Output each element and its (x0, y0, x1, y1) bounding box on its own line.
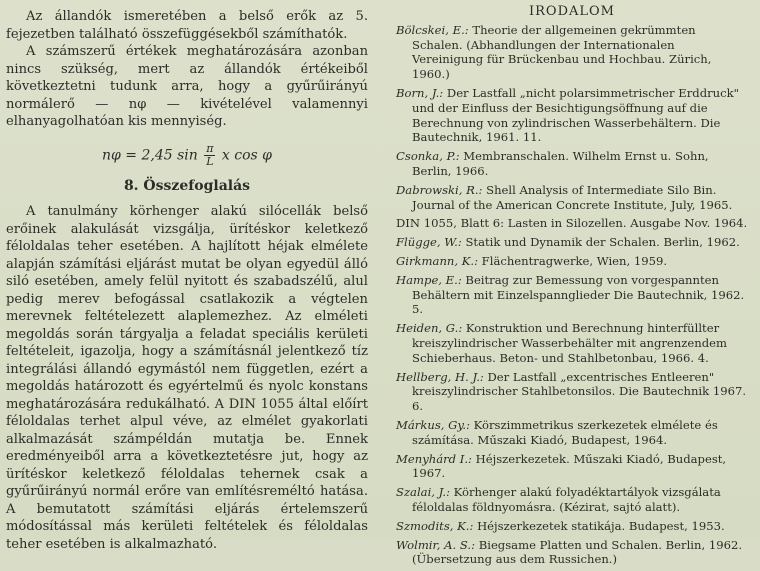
reference-item (396, 254, 748, 269)
reference-author: Csonka, P.: (396, 149, 460, 164)
formula-fraction (204, 143, 215, 168)
right-column (396, 4, 748, 571)
reference-text: Statik und Dynamik der Schalen. Berlin, 1962. (461, 235, 740, 250)
reference-text: Héjszerkezetek statikája. Budapest, 1953. (473, 518, 725, 533)
reference-text: Héjszerkezetek. Műszaki Kiadó, Budapest, 1967. (412, 451, 727, 481)
formula-numerator: π (206, 141, 214, 155)
formula-denominator: L (206, 154, 214, 168)
references-heading: IRODALOM (529, 4, 615, 19)
paragraph-constants: Az állandók ismeretében a belső erők az 5. fejezetben található összefüggésekből számíthatók. (6, 9, 368, 42)
reference-item (396, 538, 748, 568)
reference-text: Flächentragwerke, Wien, 1959. (478, 253, 668, 268)
reference-author: Szmodits, K.: (396, 518, 474, 533)
reference-item (396, 485, 748, 515)
reference-item (396, 519, 748, 534)
reference-text: Konstruktion und Berechnung hinterfüllter kreiszylindrischer Wasserbehälter mit angrenzendem Schieberhaus. Beton- und Stahlbetonbau, 1966. 4. (412, 321, 727, 365)
reference-item (396, 149, 748, 179)
reference-text: Beitrag zur Bemessung von vorgespannten Behältern mit Einzelspannglieder Die Bautechnik, 1962. 5. (412, 272, 745, 317)
reference-list (396, 23, 748, 567)
reference-item (396, 418, 748, 448)
reference-item (396, 23, 748, 82)
left-column (6, 8, 368, 553)
reference-text: Der Lastfall „excentrisches Entleeren" kreiszylindrischer Stahlbetonsilos. Die Bautechnik 1967. 6. (412, 369, 747, 414)
reference-item (396, 216, 748, 231)
reference-author: Girkmann, K.: (396, 253, 478, 268)
reference-author: Márkus, Gy.: (396, 417, 470, 432)
reference-author: Menyhárd I.: (396, 451, 472, 466)
reference-author: Flügge, W.: (396, 235, 462, 250)
formula (6, 143, 368, 168)
reference-author: Hampe, E.: (396, 272, 462, 287)
reference-text: Biegsame Platten und Schalen. Berlin, 1962. (Übersetzung aus dem Russichen.) (412, 537, 743, 567)
reference-item (396, 273, 748, 317)
reference-author: Hellberg, H. J.: (396, 369, 484, 384)
reference-item (396, 370, 748, 414)
paragraph-summary: A tanulmány körhenger alakú silócellák belső erőinek alakulását vizsgálja, ürítéskor keletkező féloldalas teher esetében. A hajlított héjak elmélete alapján számítási eljárást mutat be olyan egyedül álló siló esetében, amely felül nyitott és szabadszélű, alul pedig merev befogással csatlakozik a végtelen merevnek feltételezett alaplemezhez. Az elméleti megoldás során tárgyalja a feladat speciális kerületi feltételeit, igazolja, hogy a számításnál jelentkező tíz integrálási állandó egymástól nem független, ezért a megoldás határozott és egyértelmű és nyolc konstans meghatározására redukálható. A DIN 1055 által előírt féloldalas terhet alpul véve, az elmélet gyakorlati alkalmazását számpéldán mutatja be. Ennek eredményeiből arra a következtetésre jut, hogy az ürítéskor keletkező féloldalas tehernek csak a gyűrűirányú normál erőre van említésreméltó hatása. A bemutatott számítási eljárás értelemszerű módosítással más kerületi feltételek és féloldalas teher esetében is alkalmazható. (6, 204, 368, 552)
reference-text: Körhenger alakú folyadéktartályok vizsgálata féloldalas földnyomásra. (Kézirat, sajtó alatt). (412, 485, 721, 514)
reference-author: Wolmir, A. S.: (396, 537, 476, 552)
reference-text: Der Lastfall „nicht polarsimmetrischer Erddruck" und der Einfluss der Besichtigungsöffnung auf die Berechnung von zylindrischen Wasserbehältern. Die Bautechnik, 1961. 11. (412, 85, 739, 145)
reference-text: Theorie der allgemeinen gekrümmten Schalen. (Abhandlungen der Internationalen Vereinigung für Brückenbau und Hochbau. Zürich, 1960.) (412, 22, 712, 82)
section-title: 8. Összefoglalás (123, 177, 251, 194)
paragraph-numeric-values: A számszerű értékek meghatározására azonban nincs szükség, mert az állandók értékeiből következtetni tudunk arra, hogy a gyűrűirányú normálerő — nφ — kivételével valamennyi elhanyagolhatóan kis mennyiség. (6, 44, 368, 129)
reference-text: DIN 1055, Blatt 6: Lasten in Silozellen. Ausgabe Nov. 1964. (396, 216, 748, 231)
reference-text: Shell Analysis of Intermediate Silo Bin. Journal of the American Concrete Institute, July, 1965. (412, 182, 733, 212)
reference-author: Born, J.: (396, 85, 444, 100)
reference-author: Dabrowski, R.: (396, 182, 483, 197)
formula-rhs: x cos φ (221, 147, 272, 163)
reference-item (396, 235, 748, 250)
reference-text: Körszimmetrikus szerkezetek elmélete és számítása. Műszaki Kiadó, Budapest, 1964. (412, 417, 718, 447)
reference-item (396, 452, 748, 482)
reference-author: Heiden, G.: (396, 321, 463, 336)
reference-item (396, 86, 748, 145)
reference-text: Membranschalen. Wilhelm Ernst u. Sohn, Berlin, 1966. (412, 149, 709, 178)
reference-item (396, 183, 748, 213)
reference-author: Bölcskei, E.: (396, 22, 469, 37)
formula-lhs: nφ = 2,45 sin (102, 147, 198, 163)
reference-item (396, 321, 748, 365)
reference-author: Szalai, J.: (396, 485, 450, 500)
